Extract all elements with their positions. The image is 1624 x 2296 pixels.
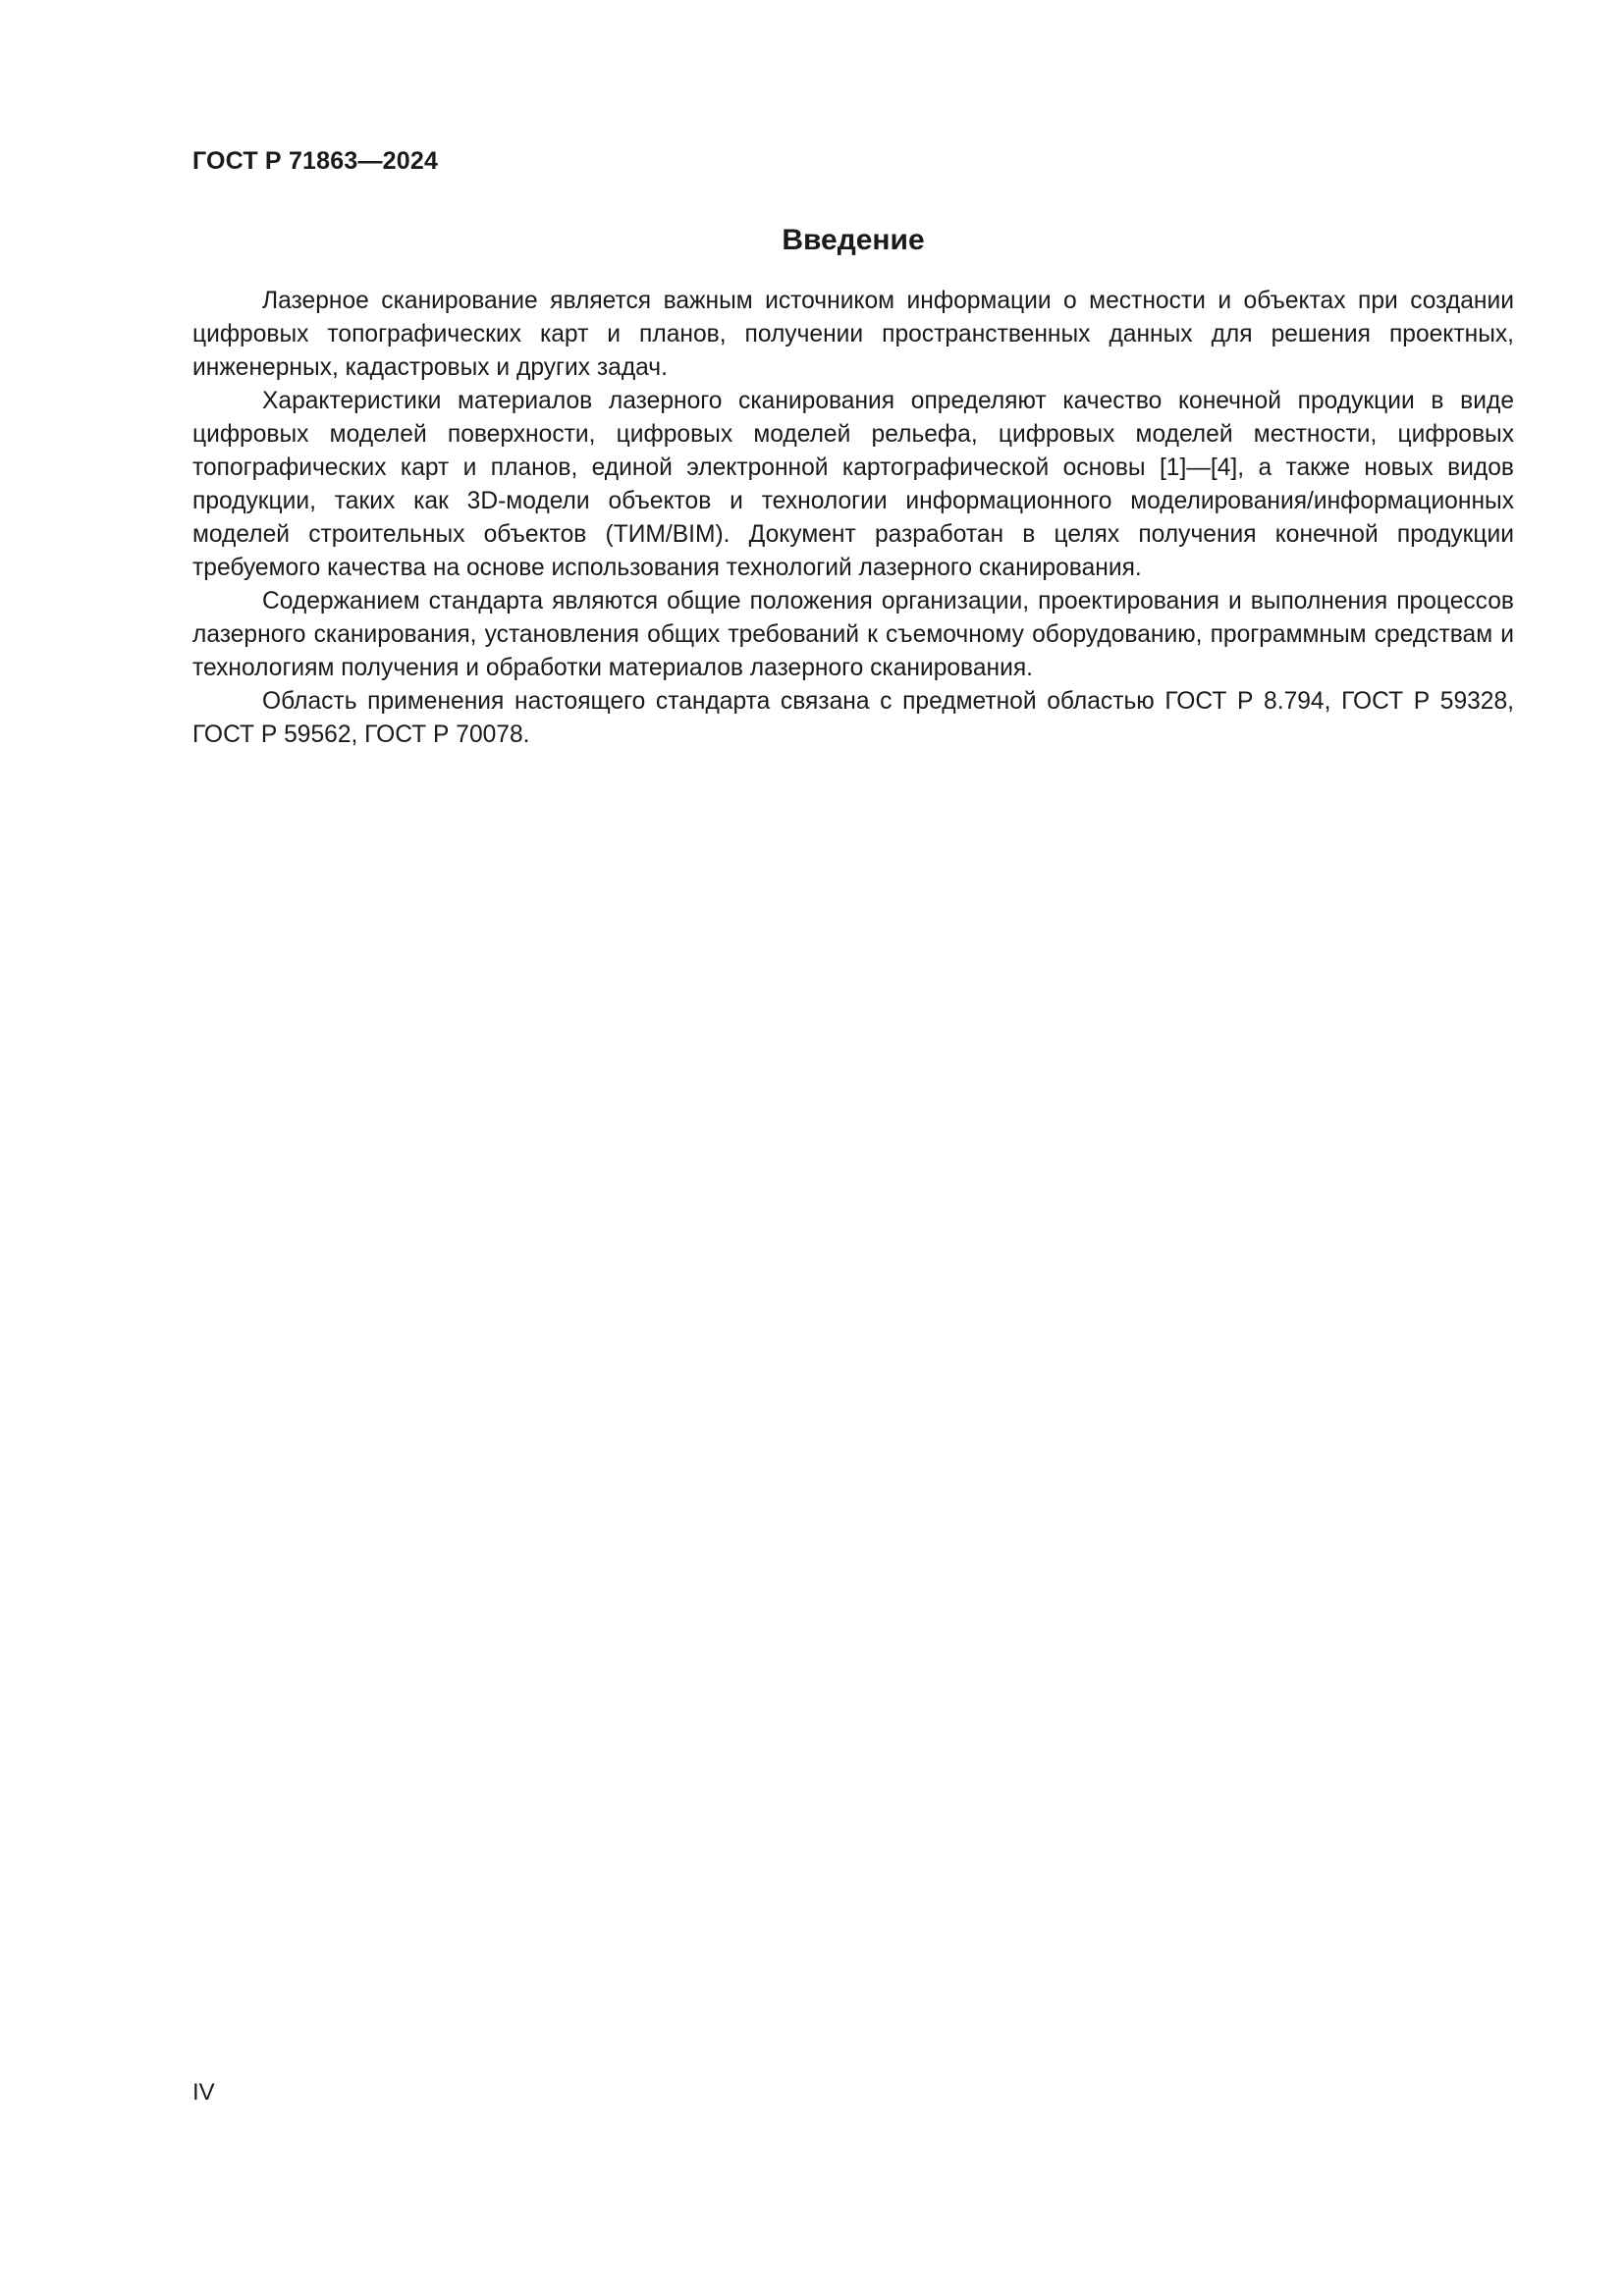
document-code: ГОСТ Р 71863—2024 bbox=[192, 147, 439, 175]
paragraph-content: Содержанием стандарта являются общие положения организации, проектирования и выполнения процессов лазерного сканирования, установления общих требований к съемочному оборудованию, программным средствам и технологиям получения и обработки материалов лазерного сканирования. bbox=[192, 588, 1514, 681]
page-number: IV bbox=[192, 2079, 215, 2106]
section-title: Введение bbox=[782, 224, 925, 256]
paragraph-characteristics: Характеристики материалов лазерного сканирования определяют качество конечной продукции в виде цифровых моделей поверхности, цифровых моделей рельефа, цифровых моделей местности, цифровых топографических карт и планов, единой электронной картографической основы [1]—[4], а также новых видов продукции, таких как 3D-модели объектов и технологии информационного моделирования/информационных моделей строительных объектов (ТИМ/BIM). Документ разработан в целях получения конечной продукции требуемого качества на основе использования технологий лазерного сканирования. bbox=[192, 388, 1514, 581]
paragraph-purpose: Лазерное сканирование является важным источником информации о местности и объектах при создании цифровых топографических карт и планов, получении пространственных данных для решения проектных, инженерных, кадастровых и других задач. bbox=[192, 288, 1514, 381]
paragraph-scope: Область применения настоящего стандарта связана с предметной областью ГОСТ Р 8.794, ГОСТ Р 59328, ГОСТ Р 59562, ГОСТ Р 70078. bbox=[192, 688, 1514, 748]
introduction-body bbox=[192, 285, 1514, 752]
